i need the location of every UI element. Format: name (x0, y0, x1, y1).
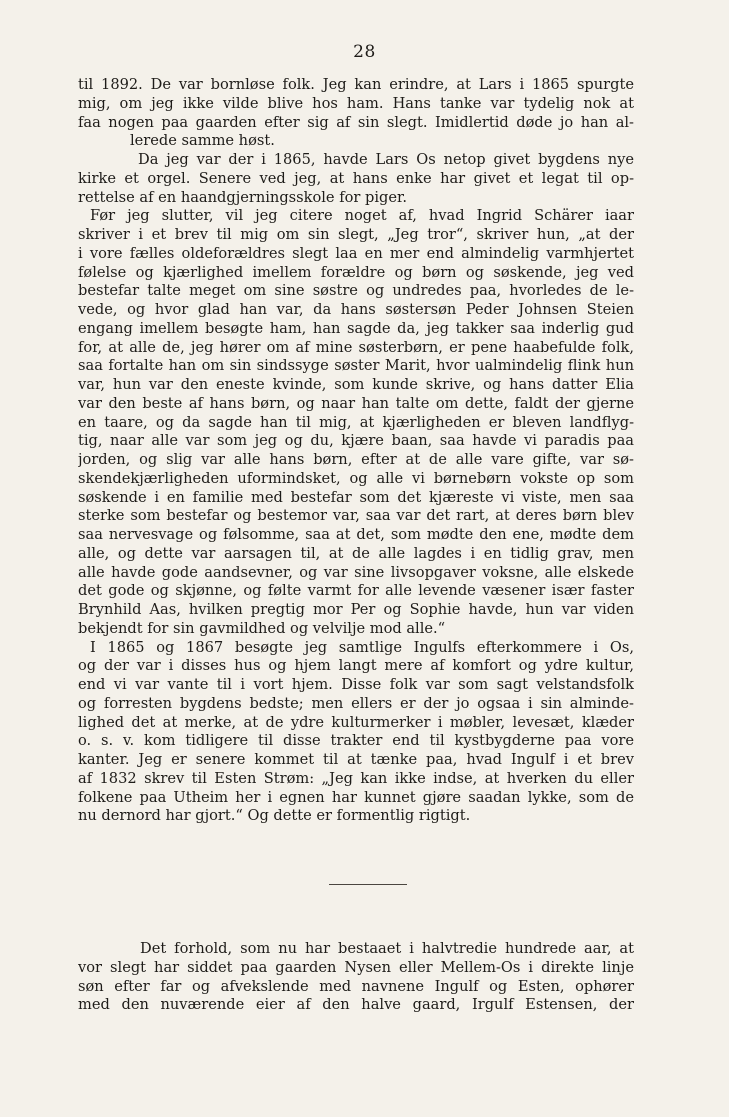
text-line: søn efter far og afvekslende med navnene Ingulf og Esten, ophører (78, 977, 634, 995)
body-text-section-one (78, 76, 634, 826)
text-line: og forresten bygdens bedste; men ellers er der jo ogsaa i sin alminde- (78, 694, 634, 712)
text-line: faa nogen paa gaarden efter sig af sin slegt. Imidlertid døde jo han al- (78, 113, 634, 131)
text-line: var den beste af hans børn, og naar han talte om dette, faldt der gjerne (78, 394, 634, 412)
text-line: lerede samme høst. (130, 132, 275, 150)
text-line: lighed det at merke, at de ydre kulturmerker i møbler, levesæt, klæder (78, 713, 634, 731)
text-line: o. s. v. kom tidligere til disse trakter end til kystbygderne paa vore (78, 732, 634, 750)
text-line: var, hun var den eneste kvinde, som kunde skrive, og hans datter Elia (78, 376, 634, 393)
text-line: Før jeg slutter, vil jeg citere noget af, hvad Ingrid Schärer iaar (90, 207, 634, 225)
text-line: rettelse af en haandgjerningsskole for piger. (78, 188, 408, 206)
text-line: en taare, og da sagde han til mig, at kjærligheden er bleven landflyg- (78, 413, 634, 431)
section-divider (329, 884, 407, 885)
text-line: tig, naar alle var som jeg og du, kjære baan, saa havde vi paradis paa (78, 432, 634, 450)
text-line: bestefar talte meget om sine søstre og undredes paa, hvorledes de le- (78, 282, 634, 300)
text-line: nu dernord har gjort.“ Og dette er formentlig rigtigt. (78, 807, 471, 825)
text-line: end vi var vante til i vort hjem. Disse folk var som sagt velstandsfolk (78, 676, 634, 693)
text-line: med den nuværende eier af den halve gaard, Irgulf Estensen, der (78, 996, 634, 1014)
text-line: skendekjærligheden uformindsket, og alle vi børnebørn vokste op som (78, 469, 634, 487)
text-line: folkene paa Utheim her i egnen har kunnet gjøre saadan lykke, som de (78, 788, 634, 806)
text-line: skriver i et brev til mig om sin slegt, „Jeg tror“, skriver hun, „at der (78, 226, 634, 243)
text-line: for, at alle de, jeg hører om af mine søsterbørn, er pene haabefulde folk, (78, 338, 634, 356)
text-line: jorden, og slig var alle hans børn, efter at de alle vare gifte, var sø- (78, 451, 634, 468)
text-line: saa nervesvage og følsomme, saa at det, som mødte den ene, mødte dem (78, 526, 634, 543)
text-line: i vore fælles oldeforældres slegt laa en mer end almindelig varmhjertet (78, 244, 634, 262)
text-line: Brynhild Aas, hvilken pregtig mor Per og Sophie havde, hun var viden (78, 601, 634, 618)
text-line: vede, og hvor glad han var, da hans søstersøn Peder Johnsen Steien (78, 301, 634, 318)
text-line: kanter. Jeg er senere kommet til at tænke paa, hvad Ingulf i et brev (78, 751, 634, 768)
text-line: I 1865 og 1867 besøgte jeg samtlige Ingulfs efterkommere i Os, (90, 638, 634, 656)
text-line: alle havde gode aandsevner, og var sine livsopgaver voksne, alle elskede (78, 563, 634, 581)
text-line: saa fortalte han om sin sindssyge søster Marit, hvor ualmindelig flink hun (78, 357, 634, 375)
text-line: alle, og dette var aarsagen til, at de alle lagdes i en tidlig grav, men (78, 544, 634, 562)
text-line: det gode og skjønne, og følte varmt for alle levende væsener især faster (78, 582, 634, 600)
text-line: engang imellem besøgte ham, han sagde da, jeg takker saa inderlig gud (78, 319, 634, 337)
text-line: Da jeg var der i 1865, havde Lars Os netop givet bygdens nye (138, 151, 634, 168)
text-line: vor slegt har siddet paa gaarden Nysen eller Mellem-Os i direkte linje (78, 958, 634, 976)
text-line: søskende i en familie med bestefar som det kjæreste vi viste, men saa (78, 488, 634, 506)
body-text-section-two (78, 940, 634, 1015)
text-line: Det forhold, som nu har bestaaet i halvtredie hundrede aar, at (140, 940, 634, 957)
text-line: og der var i disses hus og hjem langt mere af komfort og ydre kultur, (78, 657, 634, 675)
text-line: af 1832 skrev til Esten Strøm: „Jeg kan ikke indse, at hverken du eller (78, 769, 634, 787)
text-line: bekjendt for sin gavmildhed og velvilje mod alle.“ (78, 619, 446, 637)
page-number: 28 (353, 42, 376, 62)
text-line: til 1892. De var bornløse folk. Jeg kan erindre, at Lars i 1865 spurgte (78, 76, 634, 93)
text-line: sterke som bestefar og bestemor var, saa var det rart, at deres børn blev (78, 507, 634, 525)
text-line: kirke et orgel. Senere ved jeg, at hans enke har givet et legat til op- (78, 169, 634, 187)
text-line: mig, om jeg ikke vilde blive hos ham. Hans tanke var tydelig nok at (78, 94, 634, 112)
text-line: følelse og kjærlighed imellem forældre og børn og søskende, jeg ved (78, 263, 634, 281)
